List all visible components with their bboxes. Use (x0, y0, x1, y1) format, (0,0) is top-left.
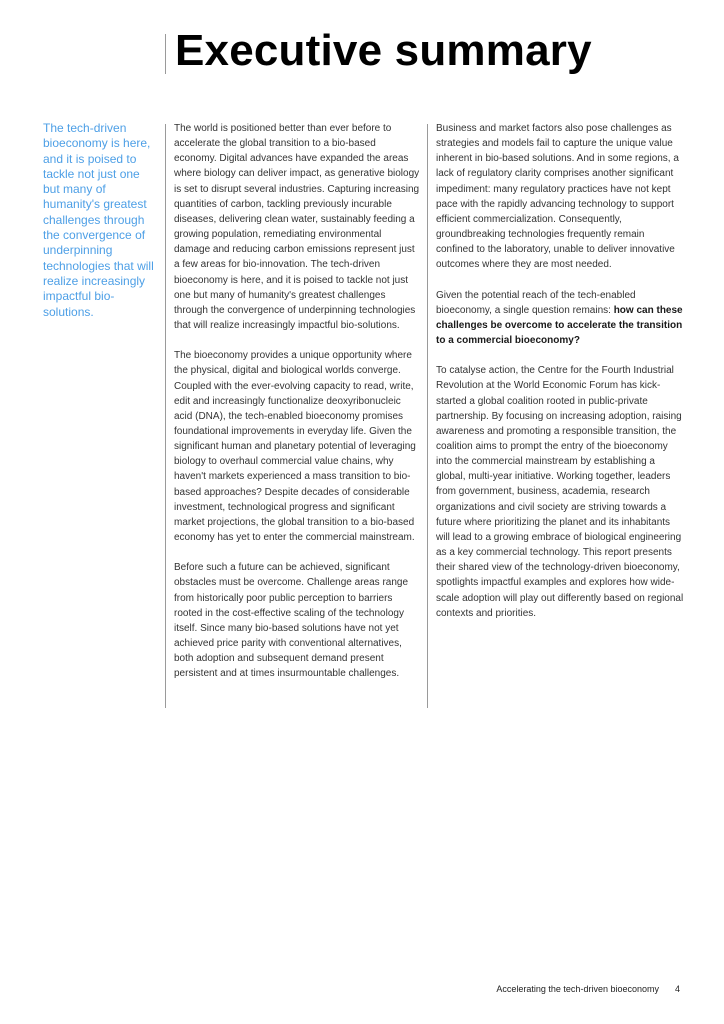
footer-report-title: Accelerating the tech-driven bioeconomy (496, 984, 659, 994)
page-title: Executive summary (175, 26, 592, 75)
pull-quote: The tech-driven bioeconomy is here, and it is poised to tackle not just one but many of humanity's greatest challenges through the convergence of underpinning technologies that will realize increasingly impactful bio-solutions. (43, 121, 154, 319)
column-divider-left (165, 124, 166, 708)
key-question-text: how can these challenges be overcome to accelerate the transition to a commercial bioeconomy? (436, 304, 683, 347)
key-question-paragraph (436, 288, 684, 349)
body-column-1 (174, 121, 420, 696)
column-divider-right (427, 124, 428, 708)
paragraph: The bioeconomy provides a unique opportunity where the physical, digital and biological worlds converge. Coupled with the ever-evolving capacity to read, write, edit and increasingly functionalize deoxyribonucleic acid (DNA), the tech-enabled bioeconomy promises foundational improvements in everyday life. Given the significant human and planetary potential of leveraging biology to overhaul commercial value chains, why haven't markets experienced a mass transition to bio-based approaches? Despite decades of considerable investment, technological progress and significant market projections, the global transition to a bio-based economy has yet to enter the commercial mainstream. (174, 350, 416, 544)
paragraph: Business and market factors also pose challenges as strategies and models fail to capture the unique value inherent in bio-based solutions. And in some regions, a lack of regulatory clarity comprises another significant impediment: many regulatory practices have not kept pace with the rapidly advancing technology to support efficient commercialization. Consequently, groundbreaking technologies frequently remain confined to the laboratory, unable to deliver innovative outcomes where they are most needed. (436, 123, 679, 271)
page-footer (496, 984, 680, 994)
paragraph: Before such a future can be achieved, significant obstacles must be overcome. Challenge areas range from historically poor public perception to barriers rooted in the cost-effective scaling of the technology itself. Since many bio-based solutions have not yet achieved price parity with conventional alternatives, both adoption and subsequent demand present persistent and at times insurmountable challenges. (174, 562, 409, 680)
paragraph: The world is positioned better than ever before to accelerate the global transition to a bio-based economy. Digital advances have expanded the areas where biology can deliver impact, as generative biology is set to disrupt several industries. Capturing increasing quantities of carbon, tackling previously incurable diseases, delivering clean water, sustainably feeding a growing population, remediating environmental damage and reducing carbon emissions represent just a few areas for bio-innovation. The tech-driven bioeconomy is here, and it is poised to tackle not just one but many of humanity's greatest challenges through the convergence of underpinning technologies that will realize increasingly impactful bio-solutions. (174, 123, 420, 332)
body-column-2 (436, 121, 684, 636)
title-divider-line (165, 34, 166, 74)
page-number: 4 (674, 984, 680, 994)
paragraph: To catalyse action, the Centre for the Fourth Industrial Revolution at the World Economic Forum has kick-started a global coalition rooted in public-private partnership. By focusing on increasing adoption, raising awareness and promoting a responsible transition, the coalition aims to prompt the entry of the bioeconomy into the commercial mainstream by establishing a global, multi-year initiative. Working together, leaders from government, business, academia, research organizations and civil society are striving towards a future where prioritizing the planet and its inhabitants will lead to a growing embrace of biological engineering as a key commercial technology. This report presents their shared view of the technology-driven bioeconomy, spotlights impactful examples and explores how wide-scale adoption will play out differently based on regional contexts and priorities. (436, 365, 684, 619)
question-lead-text: Given the potential reach of the tech-enabled bioeconomy, a single question remains: (436, 289, 636, 316)
